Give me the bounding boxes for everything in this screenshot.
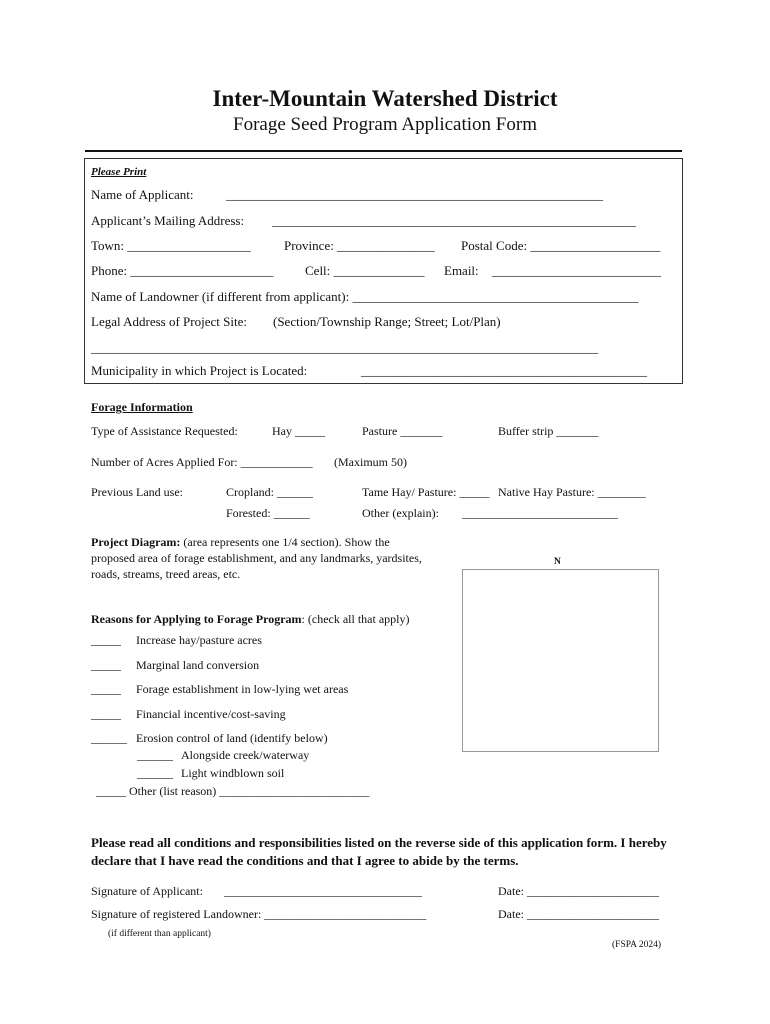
north-indicator: N: [554, 557, 561, 567]
reasons-heading-line: [91, 612, 410, 627]
applicant-name-label: Name of Applicant:: [91, 187, 194, 202]
project-diagram-desc-line2: proposed area of forage establishment, and any landmarks, yardsites,: [91, 551, 422, 565]
form-subtitle: Forage Seed Program Application Form: [233, 114, 537, 135]
reason-checkbox[interactable]: _____: [91, 658, 121, 672]
landowner-date-field[interactable]: Date: ______________________: [498, 907, 659, 921]
reason-label: Forage establishment in low-lying wet areas: [136, 682, 349, 696]
project-diagram-desc-line3: roads, streams, treed areas, etc.: [91, 567, 241, 581]
acres-max-note: (Maximum 50): [334, 455, 407, 469]
title-divider: [85, 150, 682, 152]
project-diagram-area[interactable]: [462, 569, 659, 752]
sub-reason-label: Alongside creek/waterway: [181, 748, 310, 762]
phone-field[interactable]: Phone: ______________________: [91, 263, 274, 278]
please-print-label: Please Print: [91, 166, 147, 178]
native-hay-option[interactable]: Native Hay Pasture: ________: [498, 485, 646, 499]
project-diagram-desc: (area represents one 1/4 section). Show the: [180, 535, 390, 549]
sub-reason-label: Light windblown soil: [181, 766, 285, 780]
mailing-address-field[interactable]: ________________________________________________________: [272, 213, 636, 228]
legal-address-hint: (Section/Township Range; Street; Lot/Plan): [273, 314, 501, 329]
other-reason-field[interactable]: _____ Other (list reason) _________________________: [96, 784, 370, 798]
reasons-heading: Reasons for Applying to Forage Program: [91, 612, 302, 626]
sub-reason-checkbox[interactable]: ______: [137, 766, 173, 780]
reason-checkbox[interactable]: _____: [91, 633, 121, 647]
applicant-signature-field[interactable]: _________________________________: [224, 884, 422, 898]
tame-hay-option[interactable]: Tame Hay/ Pasture: _____: [362, 485, 490, 499]
municipality-field[interactable]: ____________________________________________: [361, 363, 647, 378]
legal-address-label: Legal Address of Project Site:: [91, 314, 247, 329]
legal-address-field[interactable]: ______________________________________________________________________________: [91, 340, 598, 355]
forage-info-heading: Forage Information: [91, 400, 193, 414]
mailing-address-label: Applicant’s Mailing Address:: [91, 213, 245, 228]
reason-label: Marginal land conversion: [136, 658, 260, 672]
town-field[interactable]: Town: ___________________: [91, 238, 251, 253]
applicant-signature-label: Signature of Applicant:: [91, 884, 203, 898]
cropland-option[interactable]: Cropland: ______: [226, 485, 313, 499]
postal-code-field[interactable]: Postal Code: ____________________: [461, 238, 661, 253]
cell-field[interactable]: Cell: ______________: [305, 263, 425, 278]
project-diagram-label: Project Diagram:: [91, 535, 181, 549]
municipality-label: Municipality in which Project is Located:: [91, 363, 308, 378]
reason-label: Financial incentive/cost-saving: [136, 707, 286, 721]
declaration-statement: Please read all conditions and responsibilities listed on the reverse side of this application form. I hereby declare that I have read the conditions and that I agree to abide by the terms.: [91, 835, 667, 868]
applicant-date-field[interactable]: Date: ______________________: [498, 884, 659, 898]
applicant-name-field[interactable]: __________________________________________________________: [226, 187, 603, 202]
reason-label: Erosion control of land (identify below): [136, 731, 328, 745]
acres-field[interactable]: Number of Acres Applied For: ____________: [91, 455, 313, 469]
landowner-field[interactable]: Name of Landowner (if different from applicant): ____________________________________________: [91, 289, 639, 304]
assistance-type-label: Type of Assistance Requested:: [91, 424, 238, 438]
reasons-heading-suffix: : (check all that apply): [301, 612, 410, 626]
if-different-note: (if different than applicant): [108, 929, 211, 939]
reason-checkbox[interactable]: _____: [91, 707, 121, 721]
email-field[interactable]: __________________________: [492, 263, 661, 278]
form-title: Inter-Mountain Watershed District: [212, 86, 558, 111]
landowner-signature-field[interactable]: Signature of registered Landowner: ___________________________: [91, 907, 427, 921]
pasture-option[interactable]: Pasture _______: [362, 424, 443, 438]
other-explain-label: Other (explain):: [362, 506, 439, 520]
reason-checkbox[interactable]: ______: [91, 731, 127, 745]
previous-land-use-label: Previous Land use:: [91, 485, 183, 499]
hay-option[interactable]: Hay _____: [272, 424, 325, 438]
buffer-strip-option[interactable]: Buffer strip _______: [498, 424, 599, 438]
form-code: (FSPA 2024): [612, 940, 662, 950]
other-explain-field[interactable]: __________________________: [462, 506, 618, 520]
reason-label: Increase hay/pasture acres: [136, 633, 262, 647]
forested-option[interactable]: Forested: ______: [226, 506, 310, 520]
province-field[interactable]: Province: _______________: [284, 238, 435, 253]
email-label: Email:: [444, 263, 479, 278]
reason-checkbox[interactable]: _____: [91, 682, 121, 696]
project-diagram-text: [91, 535, 390, 550]
sub-reason-checkbox[interactable]: ______: [137, 748, 173, 762]
